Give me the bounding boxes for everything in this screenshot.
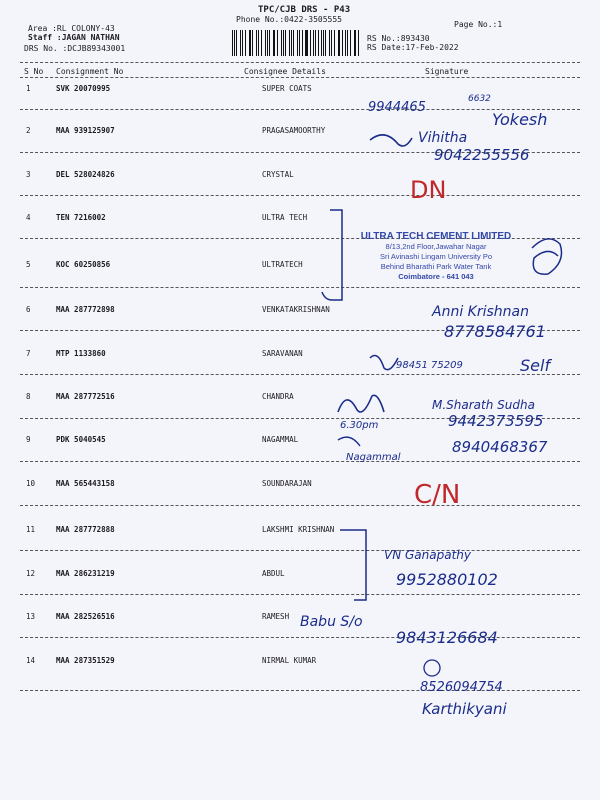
drs-number: DRS No. :DCJB89343001 [24,44,126,53]
rs-number: RS No.:893430 [367,34,430,43]
col-sno: S No [24,67,44,76]
handwritten-signature: Vihitha [418,130,468,146]
row-consignee: LAKSHMI KRISHNAN [262,525,335,534]
row-sno: 5 [26,260,31,269]
stamp-address-4: Coimbatore - 641 043 [398,272,474,281]
row-consignee: SOUNDARAJAN [262,479,312,488]
phone-number: Phone No.:0422-3505555 [236,15,342,24]
stamp-company: ULTRA TECH CEMENT LIMITED [360,231,512,242]
row-consignment: KOC 60250856 [56,260,111,269]
handwritten-signature: Anni Krishnan [432,304,529,320]
row-consignment: MAA 939125907 [56,126,115,135]
handwritten-phone: 8526094754 [420,680,503,695]
row-sno: 1 [26,84,31,93]
row-consignee: VENKATAKRISHNAN [262,305,330,314]
row-consignee: NIRMAL KUMAR [262,656,317,665]
row-consignment: MAA 286231219 [56,569,115,578]
row-consignment: MAA 287351529 [56,656,115,665]
handwritten-phone: 98451 75209 [396,360,463,371]
row-consignee: ULTRATECH [262,260,303,269]
rs-date: RS Date:17-Feb-2022 [367,43,459,52]
row-consignee: RAMESH [262,612,290,621]
stamp-address-2: Sri Avinashi Lingam University Po [380,252,492,261]
row-consignee: SUPER COATS [262,84,312,93]
handwritten-phone: 8940468367 [452,438,548,456]
drs-title: TPC/CJB DRS - P43 [258,5,351,15]
handwritten-signature: Babu S/o [300,614,363,630]
col-consignment: Consignment No [56,67,124,76]
row-consignee: ABDUL [262,569,285,578]
col-signature: Signature [425,67,469,76]
handwritten-phone: 9442373595 [448,412,544,430]
row-sno: 12 [26,569,36,578]
area-field: Area :RL COLONY-43 [28,24,115,33]
row-consignment: MAA 282526516 [56,612,115,621]
row-sno: 7 [26,349,31,358]
row-consignee: SARAVANAN [262,349,303,358]
handwritten-phone: 9944465 [368,100,426,115]
handwritten-phone: 9843126684 [396,628,498,647]
page-number: Page No.:1 [454,20,503,29]
row-sno: 3 [26,170,31,179]
row-consignee: CRYSTAL [262,170,294,179]
row-sno: 2 [26,126,31,135]
row-sno: 6 [26,305,31,314]
handwritten-text: 6632 [468,94,491,104]
row-consignment: PDK 5040545 [56,435,106,444]
handwritten-status: C/N [414,480,461,510]
row-consignment: MTP 1133860 [56,349,106,358]
stamp-address-3: Behind Bharathi Park Water Tank [380,262,492,271]
handwritten-signature: M.Sharath Sudha [432,398,535,412]
row-consignment: DEL 528024826 [56,170,115,179]
handwritten-status: DN [410,176,447,204]
stamp-address-1: 8/13,2nd Floor,Jawahar Nagar [385,242,487,251]
handwritten-signature: Yokesh [492,110,548,129]
row-sno: 14 [26,656,36,665]
handwritten-phone: 9952880102 [396,570,498,589]
handwritten-signature: Karthikyani [422,700,507,718]
handwritten-phone: 9042255556 [434,146,530,164]
handwritten-time: 6.30pm [340,420,379,431]
row-consignment: MAA 287772516 [56,392,115,401]
row-consignment: MAA 565443158 [56,479,115,488]
company-stamp [350,232,522,296]
row-consignee: ULTRA TECH [262,213,308,222]
handwritten-signature: Self [520,356,551,375]
staff-field: Staff :JAGAN NATHAN [28,33,120,42]
row-consignee: PRAGASAMOORTHY [262,126,326,135]
row-sno: 8 [26,392,31,401]
col-consignee: Consignee Details [244,67,326,76]
row-consignment: MAA 287772888 [56,525,115,534]
row-consignee: NAGAMMAL [262,435,299,444]
handwritten-phone: 8778584761 [444,322,546,341]
row-consignment: MAA 287772898 [56,305,115,314]
handwritten-signature: VN Ganapathy [384,548,471,562]
row-sno: 10 [26,479,36,488]
row-sno: 4 [26,213,31,222]
handwritten-signature: Nagammal [346,452,401,463]
row-sno: 11 [26,525,36,534]
row-sno: 13 [26,612,36,621]
row-consignee: CHANDRA [262,392,294,401]
row-sno: 9 [26,435,31,444]
row-consignment: TEN 7216002 [56,213,106,222]
row-consignment: SVK 20070995 [56,84,111,93]
